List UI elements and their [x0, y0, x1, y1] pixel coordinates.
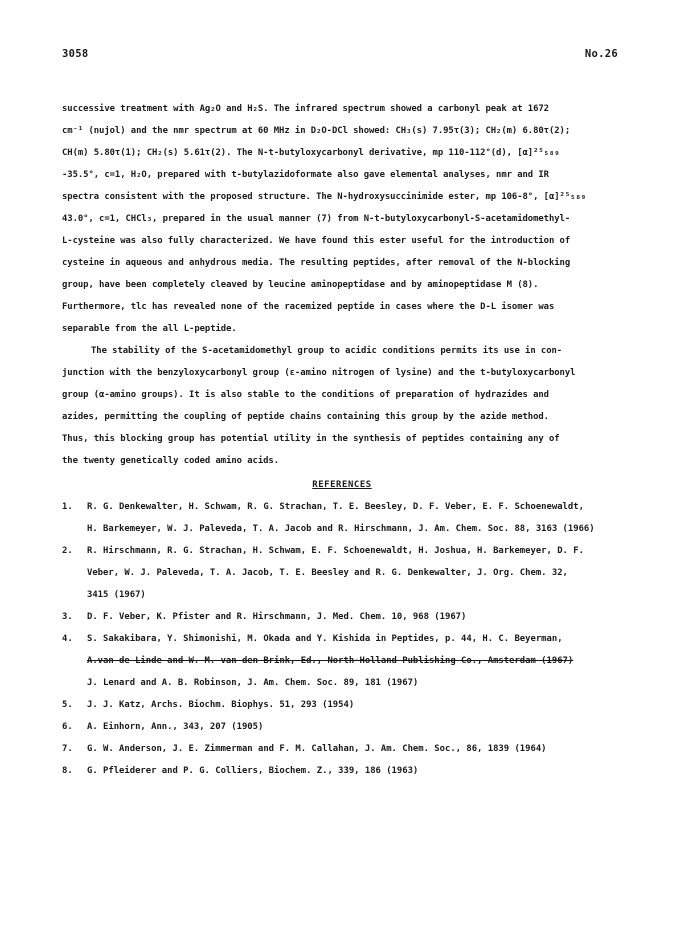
text-line: successive treatment with Ag₂O and H₂S. The infrared spectrum showed a carbonyl peak at 1672 [62, 104, 549, 114]
text-line: Furthermore, tlc has revealed none of the racemized peptide in cases where the D-L isomer was [62, 302, 555, 312]
reference-item [62, 716, 622, 738]
text-line: The stability of the S-acetamidomethyl group to acidic conditions permits its use in con- [91, 346, 563, 356]
reference-number: 7. [62, 744, 73, 754]
paragraph-1 [62, 98, 622, 340]
text-line: Thus, this blocking group has potential utility in the synthesis of peptides containing any of [62, 434, 560, 444]
reference-text: A. Einhorn, Ann., 343, 207 (1905) [87, 722, 264, 732]
references-heading: REFERENCES [312, 480, 372, 490]
reference-number: 8. [62, 766, 73, 776]
reference-number: 2. [62, 546, 73, 556]
reference-item [62, 606, 622, 628]
reference-number: 6. [62, 722, 73, 732]
reference-text: J. Lenard and A. B. Robinson, J. Am. Chem. Soc. 89, 181 (1967) [87, 678, 419, 688]
reference-item [62, 694, 622, 716]
reference-text: S. Sakakibara, Y. Shimonishi, M. Okada and Y. Kishida in Peptides, p. 44, H. C. Beyerman, [87, 634, 563, 644]
reference-item [62, 760, 622, 782]
text-line: CH(m) 5.80τ(1); CH₂(s) 5.61τ(2). The N-t-butyloxycarbonyl derivative, mp 110-112°(d), [α]²⁵₅₈₉ [62, 148, 560, 158]
text-line: 43.0°, c=1, CHCl₃, prepared in the usual manner (7) from N-t-butyloxycarbonyl-S-acetamidomethyl- [62, 214, 571, 224]
reference-number: 1. [62, 502, 73, 512]
reference-text: G. Pfleiderer and P. G. Colliers, Biochem. Z., 339, 186 (1963) [87, 766, 419, 776]
reference-item [62, 738, 622, 760]
text-line: spectra consistent with the proposed structure. The N-hydroxysuccinimide ester, mp 106-8°, [α]²⁵₅₈₉ [62, 192, 587, 202]
reference-text: D. F. Veber, K. Pfister and R. Hirschmann, J. Med. Chem. 10, 968 (1967) [87, 612, 467, 622]
issue-number: No.26 [584, 48, 618, 60]
reference-item [62, 540, 622, 606]
reference-item [62, 628, 622, 694]
reference-text: R. Hirschmann, R. G. Strachan, H. Schwam, E. F. Schoenewaldt, H. Joshua, H. Barkemeyer, D. F. [87, 546, 584, 556]
reference-number: 4. [62, 634, 73, 644]
reference-text: 3415 (1967) [87, 590, 146, 600]
references-list [62, 496, 622, 782]
reference-text: Veber, W. J. Paleveda, T. A. Jacob, T. E. Beesley and R. G. Denkewalter, J. Org. Chem. 32, [87, 568, 568, 578]
reference-text: J. J. Katz, Archs. Biochm. Biophys. 51, 293 (1954) [87, 700, 355, 710]
text-line: group (α-amino groups). It is also stable to the conditions of preparation of hydrazides and [62, 390, 549, 400]
text-line: cm⁻¹ (nujol) and the nmr spectrum at 60 MHz in D₂O-DCl showed: CH₃(s) 7.95τ(3); CH₂(m) 6.80τ(2); [62, 126, 571, 136]
reference-item [62, 496, 622, 540]
page-number: 3058 [62, 48, 89, 60]
text-line: junction with the benzyloxycarbonyl group (ε-amino nitrogen of lysine) and the t-butyloxycarbonyl [62, 368, 576, 378]
text-line: separable from the all L-peptide. [62, 324, 237, 334]
reference-number: 5. [62, 700, 73, 710]
reference-text: H. Barkemeyer, W. J. Paleveda, T. A. Jacob and R. Hirschmann, J. Am. Chem. Soc. 88, 3163 (1966) [87, 524, 595, 534]
reference-text: R. G. Denkewalter, H. Schwam, R. G. Strachan, T. E. Beesley, D. F. Veber, E. F. Schoenewaldt, [87, 502, 584, 512]
text-line: group, have been completely cleaved by leucine aminopeptidase and by aminopeptidase M (8). [62, 280, 539, 290]
reference-text: A.van de Linde and W. M. van den Brink, Ed., North-Holland Publishing Co., Amsterdam (1967) [87, 656, 574, 666]
text-line: L-cysteine was also fully characterized. We have found this ester useful for the introduction of [62, 236, 571, 246]
article-body [62, 98, 622, 782]
text-line: -35.5°, c=1, H₂O, prepared with t-butylazidoformate also gave elemental analyses, nmr and IR [62, 170, 549, 180]
reference-number: 3. [62, 612, 73, 622]
text-line: cysteine in aqueous and anhydrous media. The resulting peptides, after removal of the N-blocking [62, 258, 571, 268]
text-line: azides, permitting the coupling of peptide chains containing this group by the azide method. [62, 412, 549, 422]
paragraph-2 [62, 340, 622, 472]
reference-text: G. W. Anderson, J. E. Zimmerman and F. M. Callahan, J. Am. Chem. Soc., 86, 1839 (1964) [87, 744, 547, 754]
text-line: the twenty genetically coded amino acids. [62, 456, 280, 466]
